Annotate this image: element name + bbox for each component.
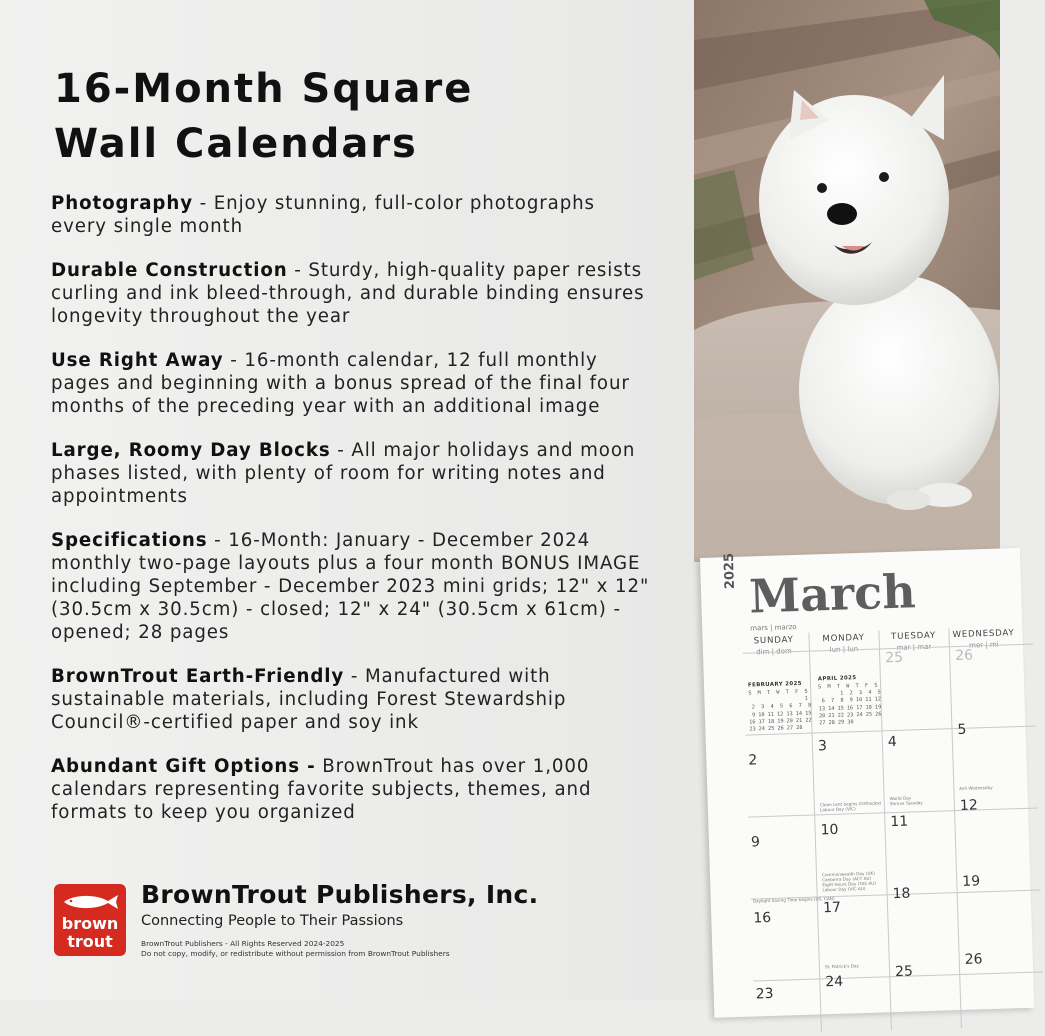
holiday-note: St. Patrick's Day	[824, 963, 860, 970]
feature-heading: Durable Construction	[51, 260, 288, 281]
grid-line	[948, 628, 962, 1028]
publisher-legal	[141, 939, 450, 959]
feature-heading: Photography	[51, 193, 193, 214]
feature-text: - Sturdy, high-quality paper resists curling and ink bleed-through, and durable binding ensures longevity throughout the year	[51, 260, 645, 327]
holiday-note: Daylight Saving Time begins (US, CAN)	[752, 895, 835, 904]
feature-heading: Abundant Gift Options -	[51, 756, 316, 777]
calendar-date: 10	[820, 821, 839, 839]
feature-text: - 16-month calendar, 12 full monthly pages and beginning with a bonus spread of the final four months of the preceding year with an additional image	[51, 350, 630, 417]
calendar-date: 23	[755, 985, 774, 1003]
feature-heading: Use Right Away	[51, 350, 224, 371]
day-name: SUNDAY	[753, 635, 794, 647]
feature-text: - Enjoy stunning, full-color photographs every single month	[51, 193, 595, 237]
feature-text: BrownTrout has over 1,000 calendars representing favorite subjects, themes, and formats to keep you organized	[51, 756, 592, 823]
feature-item	[51, 529, 651, 644]
holiday-note: World Day Shrove Tuesday	[889, 795, 923, 807]
day-name: MONDAY	[822, 632, 865, 645]
calendar-date: 2	[748, 752, 758, 769]
feature-item	[51, 665, 651, 734]
feature-text: - Manufactured with sustainable materials, including Forest Stewardship Council®-certified paper and soy ink	[51, 666, 567, 733]
feature-heading: Specifications	[51, 530, 208, 551]
feature-text: - All major holidays and moon phases listed, with plenty of room for writing notes and appointments	[51, 440, 636, 507]
legal-line-2: Do not copy, modify, or redistribute without permission from BrownTrout Publishers	[141, 949, 450, 958]
calendar-date: 5	[957, 721, 967, 738]
legal-line-1: BrownTrout Publishers - All Rights Reserved 2024-2025	[141, 939, 345, 948]
feature-heading: Large, Roomy Day Blocks	[51, 440, 331, 461]
page-title	[54, 62, 674, 172]
mini-calendar-feb: S M T W T F S 1 2 3 4 5 6 7 8 9 10 11 12 13 14 15 16 17 18 19 20 21 22 23 24 25 26 27 28	[748, 688, 812, 733]
feature-item	[51, 259, 651, 328]
logo-word-brown: brown	[61, 914, 119, 933]
feature-text: - 16-Month: January - December 2024 monthly two-page layouts plus a four month BONUS IMAGE including September - December 2023 mini grids; 12" x 12" (30.5cm x 30.5cm) - closed; 12" x 24" (30.5cm x 61cm) - opened; 28 pages	[51, 530, 650, 643]
calendar-date: 4	[887, 733, 898, 751]
calendar-date: 25	[884, 649, 904, 667]
calendar-date: 19	[962, 873, 981, 890]
calendar-date: 12	[959, 797, 978, 814]
calendar-month: March	[748, 564, 917, 624]
feature-list	[51, 192, 651, 845]
publisher-tagline: Connecting People to Their Passions	[141, 913, 404, 929]
feature-item	[51, 349, 651, 418]
holiday-note: Ash Wednesday	[959, 784, 993, 791]
mini-calendar-feb-title: FEBRUARY 2025	[747, 680, 802, 689]
calendar-date: 26	[964, 951, 983, 968]
calendar-date: 24	[825, 973, 844, 991]
trout-icon	[60, 892, 120, 912]
feature-item	[51, 192, 651, 238]
title-line-1: 16-Month Square	[54, 66, 474, 112]
calendar-date: 9	[750, 834, 761, 851]
calendar-year: 2025	[721, 552, 738, 590]
day-name: TUESDAY	[890, 630, 937, 643]
holiday-note: Commonwealth Day (UK) Canberra Day (ACT AU) Eight Hours Day (TAS AU) Labour Day (VIC AU)	[821, 870, 876, 893]
mini-calendar-apr: S M T W T F S 1 2 3 4 5 6 7 8 9 10 11 12 13 14 15 16 17 18 19 20 21 22 23 24 25 26 27 28 29 30	[818, 682, 882, 727]
title-line-2: Wall Calendars	[54, 121, 418, 167]
calendar-date: 3	[817, 738, 828, 755]
calendar-date: 16	[753, 909, 772, 927]
calendar-date: 26	[954, 647, 974, 665]
feature-item	[51, 755, 651, 824]
feature-item	[51, 439, 651, 508]
publisher-name: BrownTrout Publishers, Inc.	[141, 880, 539, 909]
day-name: WEDNESDAY	[952, 628, 1015, 641]
calendar-month-sub: mars | marzo	[750, 623, 797, 633]
holiday-note: Clean Lent begins (Orthodox) Labour Day (VIC)	[819, 800, 882, 813]
calendar-page	[700, 548, 1034, 1018]
browntrout-logo	[54, 884, 126, 956]
calendar-date: 25	[894, 963, 914, 981]
calendar-date: 17	[822, 899, 842, 917]
mini-calendar-apr-title: APRIL 2025	[817, 675, 857, 683]
calendar-date: 11	[890, 813, 909, 831]
feature-heading: BrownTrout Earth-Friendly	[51, 666, 345, 687]
calendar-date: 18	[892, 885, 911, 903]
logo-word-trout: trout	[67, 932, 113, 951]
dog-photo	[694, 0, 1000, 562]
